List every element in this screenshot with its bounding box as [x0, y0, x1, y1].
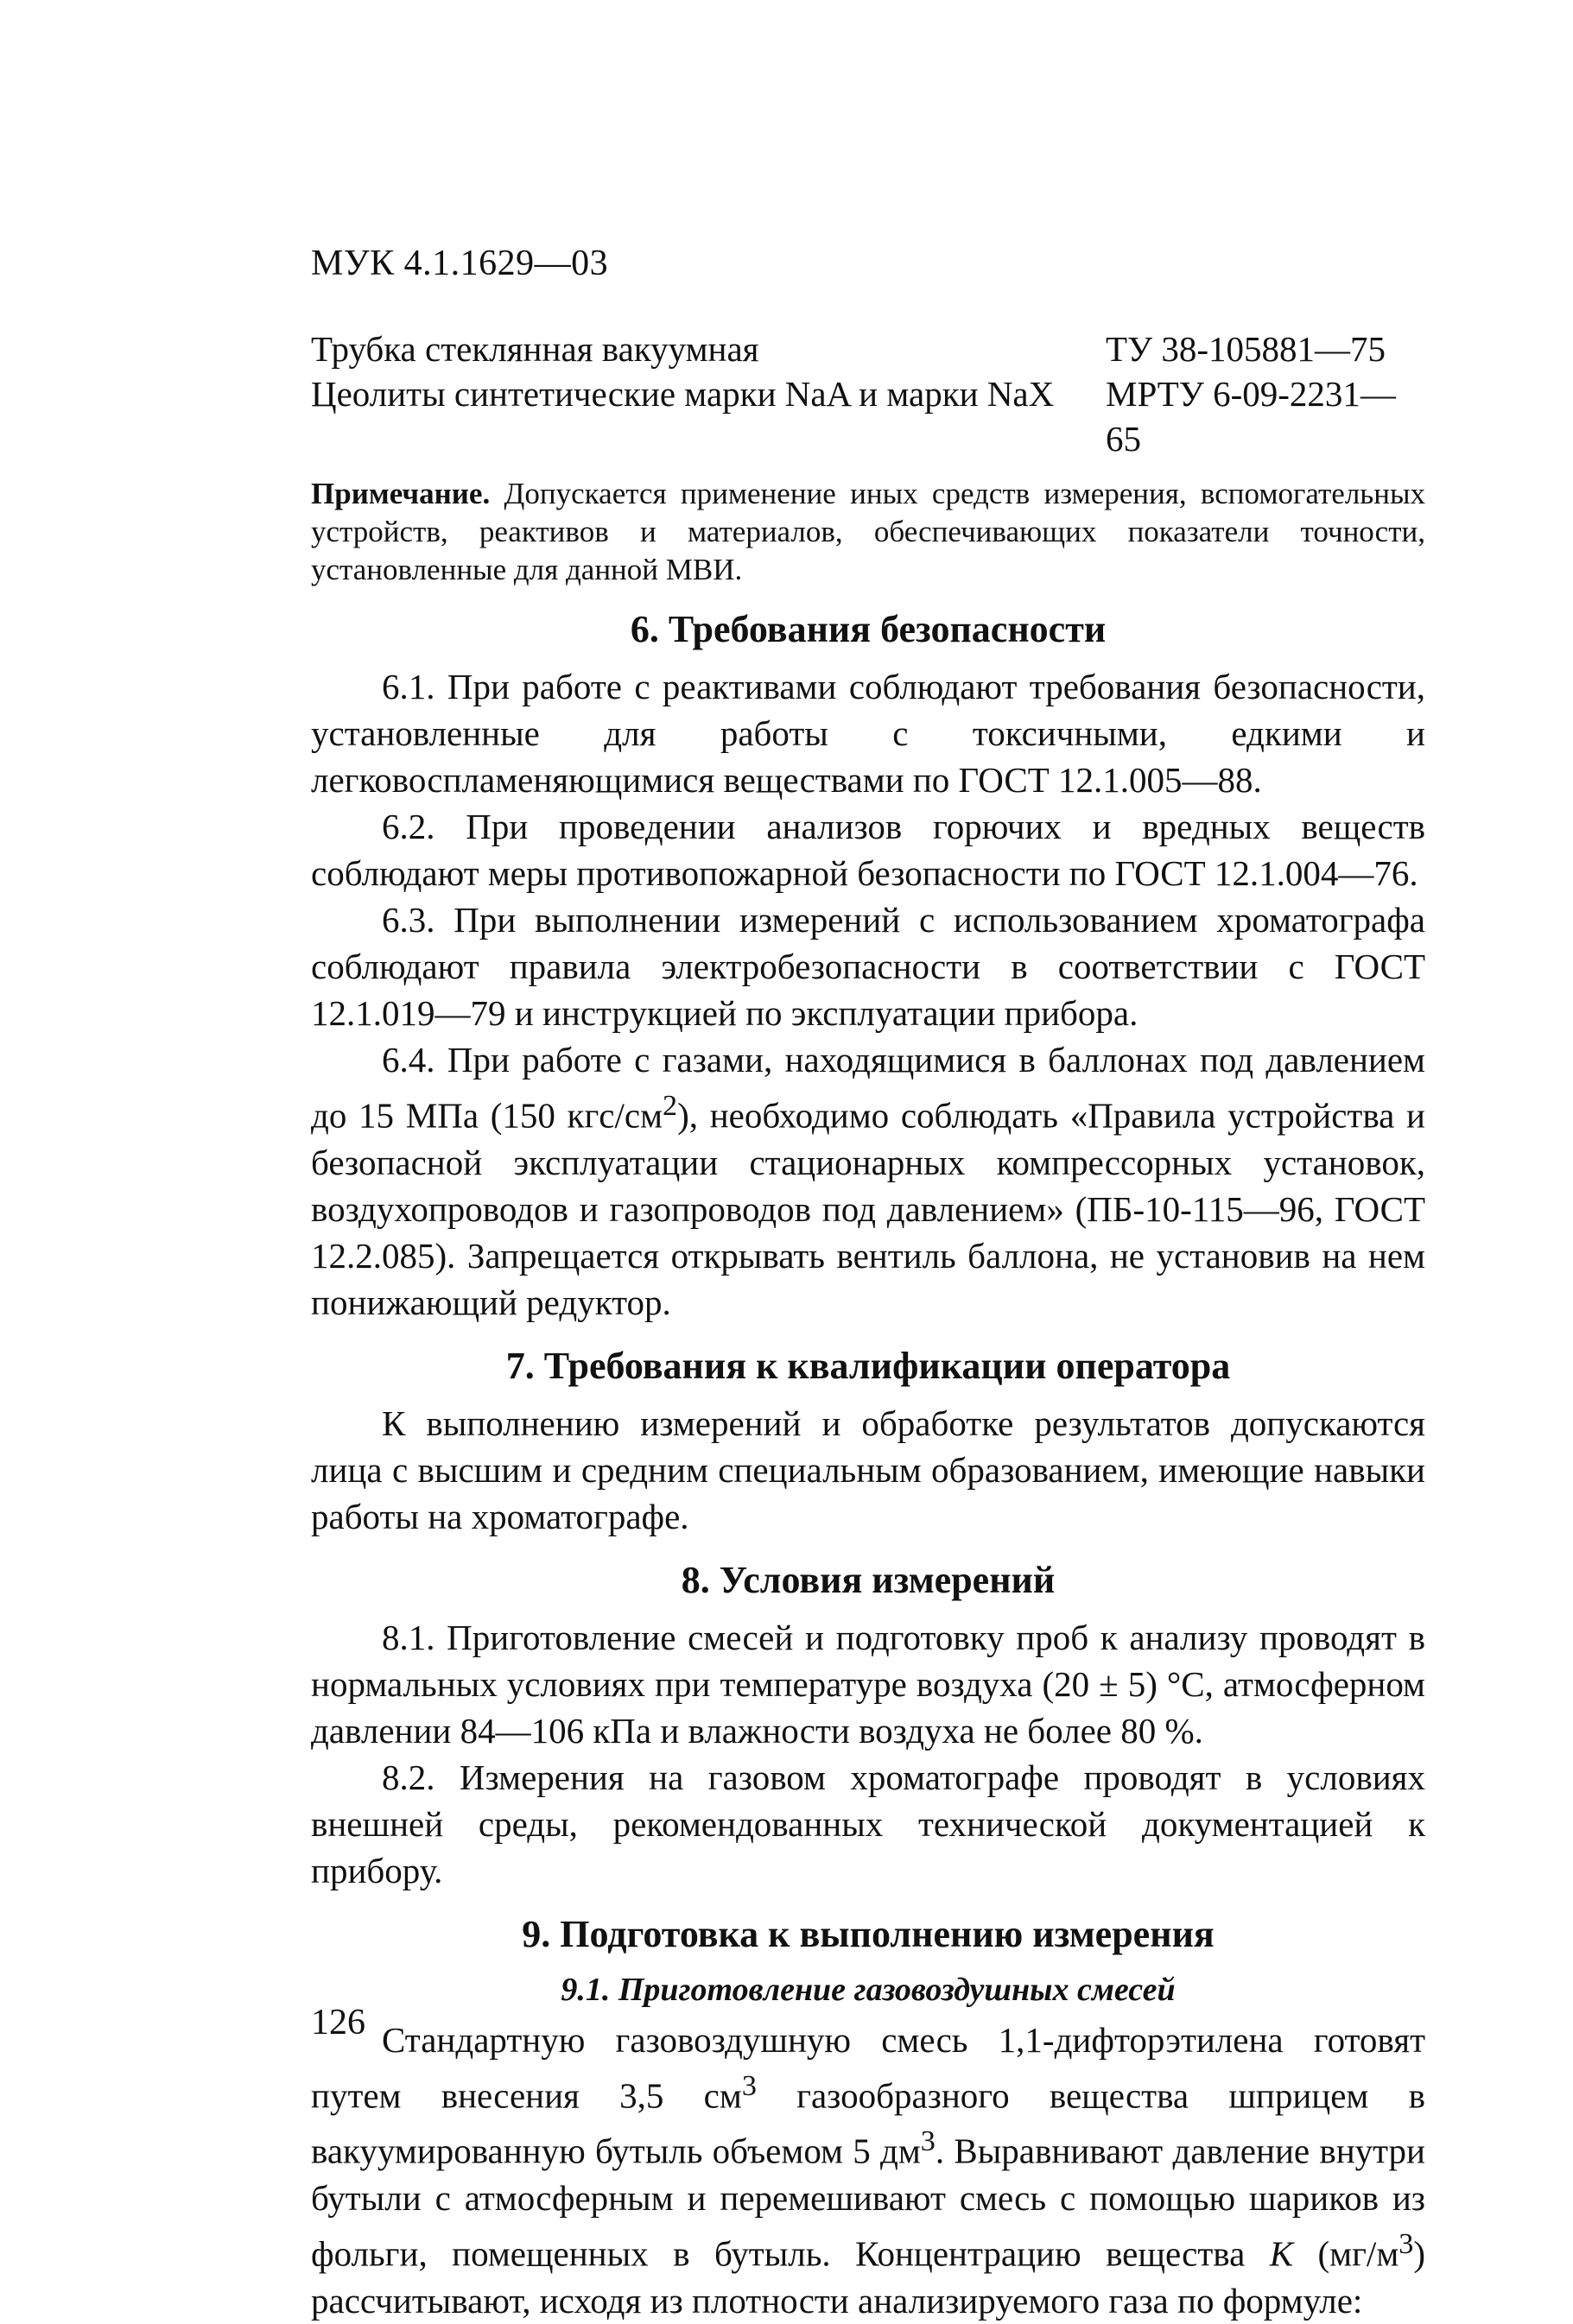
section-6-paragraph-2: 6.2. При проведении анализов горючих и вредных веществ соблюдают меры противопожарной безопасности по ГОСТ 12.1.004—76.	[311, 807, 1425, 893]
section-7-paragraph-1: К выполнению измерений и обработке результатов допускаются лица с высшим и средним специальным образованием, имеющие навыки работы на хроматографе.	[311, 1403, 1425, 1536]
requirement-row	[311, 326, 1425, 371]
section-6-heading: 6. Требования безопасности	[630, 608, 1107, 650]
superscript: 2	[663, 1090, 678, 1122]
superscript: 3	[741, 2069, 757, 2102]
requirement-standard: МРТУ 6-09-2231—65	[1106, 374, 1396, 459]
section-6-paragraph-4	[311, 1036, 1425, 1326]
variable-k: К	[1269, 2233, 1294, 2274]
page-number: 126	[311, 2003, 365, 2042]
note-label: Примечание.	[311, 477, 491, 510]
section-6-paragraph-1: 6.1. При работе с реактивами соблюдают требования безопасности, установленные для работы с токсичными, едкими и легковоспламеняющимися веществами по ГОСТ 12.1.005—88.	[311, 667, 1425, 800]
text-fragment: 6.4. При работе с газами, находящимися в баллонах под давлением до 15 МПа (150 кгс/см	[311, 1040, 1425, 1136]
section-8-paragraph-2: 8.2. Измерения на газовом хроматографе проводят в условиях внешней среды, рекомендованных технической документацией к прибору.	[311, 1757, 1425, 1890]
requirements-list	[311, 326, 1425, 461]
text-fragment: газообразного вещества шприцем в вакуумированную бутыль объемом 5 дм	[311, 2075, 1425, 2171]
requirement-row	[311, 371, 1425, 461]
section-8-heading: 8. Условия измерений	[681, 1558, 1056, 1601]
section-6-paragraph-3: 6.3. При выполнении измерений с использованием хроматографа соблюдают правила электробезопасности в соответствии с ГОСТ 12.1.019—79 и инструкцией по эксплуатации прибора.	[311, 900, 1425, 1033]
superscript: 3	[1399, 2227, 1414, 2260]
text-fragment: ), необходимо соблюдать «Правила устройства и безопасной эксплуатации стационарных компрессорных установок, воздухопроводов и газопроводов под давлением» (ПБ-10-115—96, ГОСТ 12.2.085). Запрещается открывать вентиль баллона, не установив на нем понижающий редуктор.	[311, 1095, 1425, 1322]
section-8-paragraph-1: 8.1. Приготовление смесей и подготовку проб к анализу проводят в нормальных условиях при температуре воздуха (20 ± 5) °С, атмосферном давлении 84—106 кПа и влажности воздуха не более 80 %.	[311, 1617, 1425, 1751]
text-fragment: . Выравнивают давление внутри бутыли с атмосферным и перемешивают смесь с помощью шариков из фольги, помещенных в бутыль. Концентрацию вещества	[311, 2131, 1425, 2274]
document-page	[311, 240, 1425, 2324]
text-fragment: (мг/м	[1293, 2233, 1399, 2274]
section-9-1-subheading: 9.1. Приготовление газовоздушных смесей	[561, 1971, 1176, 2008]
section-7-heading: 7. Требования к квалификации оператора	[505, 1344, 1231, 1387]
text-fragment: Стандартную газовоздушную смесь 1,1-дифторэтилена готовят путем внесения 3,5 см	[311, 2019, 1425, 2116]
requirement-standard: ТУ 38-105881—75	[1106, 329, 1386, 369]
requirement-name: Цеолиты синтетические марки NaA и марки NaX	[311, 374, 1055, 414]
section-9-paragraph-1	[311, 2017, 1425, 2324]
superscript: 3	[920, 2125, 936, 2158]
document-code: МУК 4.1.1629—03	[311, 244, 609, 283]
requirement-name: Трубка стеклянная вакуумная	[311, 329, 759, 369]
section-9-heading: 9. Подготовка к выполнению измерения	[522, 1912, 1215, 1955]
note-text: Допускается применение иных средств измерения, вспомогательных устройств, реактивов и материалов, обеспечивающих показатели точности, установленные для данной МВИ.	[311, 477, 1425, 586]
text-fragment: ) рассчитывают, исходя из плотности анализируемого газа по формуле:	[311, 2233, 1425, 2321]
note-paragraph	[311, 475, 1425, 589]
